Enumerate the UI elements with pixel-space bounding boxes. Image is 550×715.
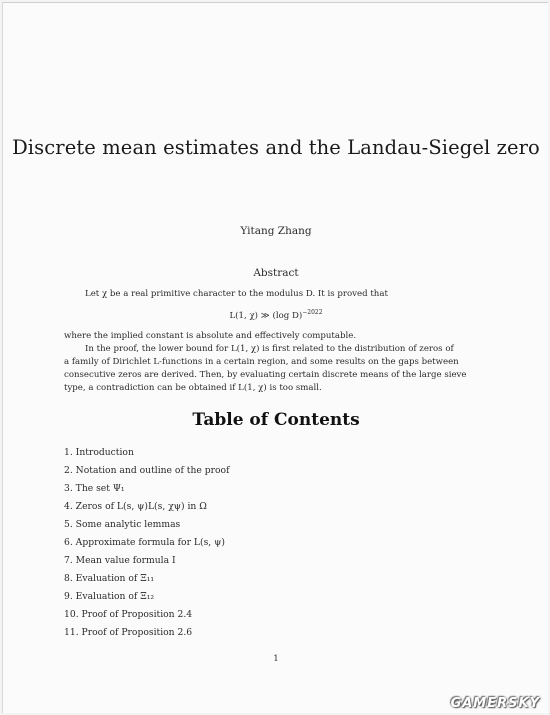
- abstract-line-3: In the proof, the lower bound for L(1, χ) is first related to the distribution of zeros of: [85, 344, 454, 354]
- toc-item: 1. Introduction: [64, 447, 134, 458]
- toc-item: 4. Zeros of L(s, ψ)L(s, χψ) in Ω: [64, 501, 207, 512]
- author-name: Yitang Zhang: [240, 225, 312, 237]
- toc-item: 9. Evaluation of Ξ₁₂: [64, 591, 155, 602]
- formula-base: L(1, χ) ≫ (log D): [229, 310, 303, 321]
- abstract-line-1: Let χ be a real primitive character to the modulus D. It is proved that: [85, 289, 388, 299]
- toc-heading: Table of Contents: [192, 410, 360, 430]
- toc-item: 10. Proof of Proposition 2.4: [64, 609, 193, 620]
- toc-item: 3. The set Ψ₁: [64, 483, 125, 494]
- toc-item: 7. Mean value formula I: [64, 555, 176, 566]
- toc-list: [64, 444, 229, 642]
- page-number: 1: [273, 654, 279, 664]
- toc-item: 8. Evaluation of Ξ₁₁: [64, 573, 155, 584]
- toc-item: 11. Proof of Proposition 2.6: [64, 627, 193, 638]
- watermark-logo: GAMERSKY: [450, 696, 540, 711]
- abstract-line-2: where the implied constant is absolute and effectively computable.: [64, 331, 357, 341]
- toc-item: 6. Approximate formula for L(s, ψ): [64, 537, 225, 548]
- toc-item: 2. Notation and outline of the proof: [64, 465, 230, 476]
- abstract-line-6: type, a contradiction can be obtained if L(1, χ) is too small.: [64, 383, 322, 393]
- abstract-line-5: consecutive zeros are derived. Then, by evaluating certain discrete means of the large sieve: [64, 370, 467, 380]
- main-formula: [3, 309, 549, 321]
- toc-item: 5. Some analytic lemmas: [64, 519, 181, 530]
- paper-page: [2, 2, 548, 713]
- paper-title: Discrete mean estimates and the Landau-Siegel zero: [12, 136, 540, 159]
- abstract-line-4: a family of Dirichlet L-functions in a certain region, and some results on the gaps between: [64, 357, 459, 367]
- formula-exponent: −2022: [302, 309, 323, 316]
- abstract-heading: Abstract: [253, 267, 299, 279]
